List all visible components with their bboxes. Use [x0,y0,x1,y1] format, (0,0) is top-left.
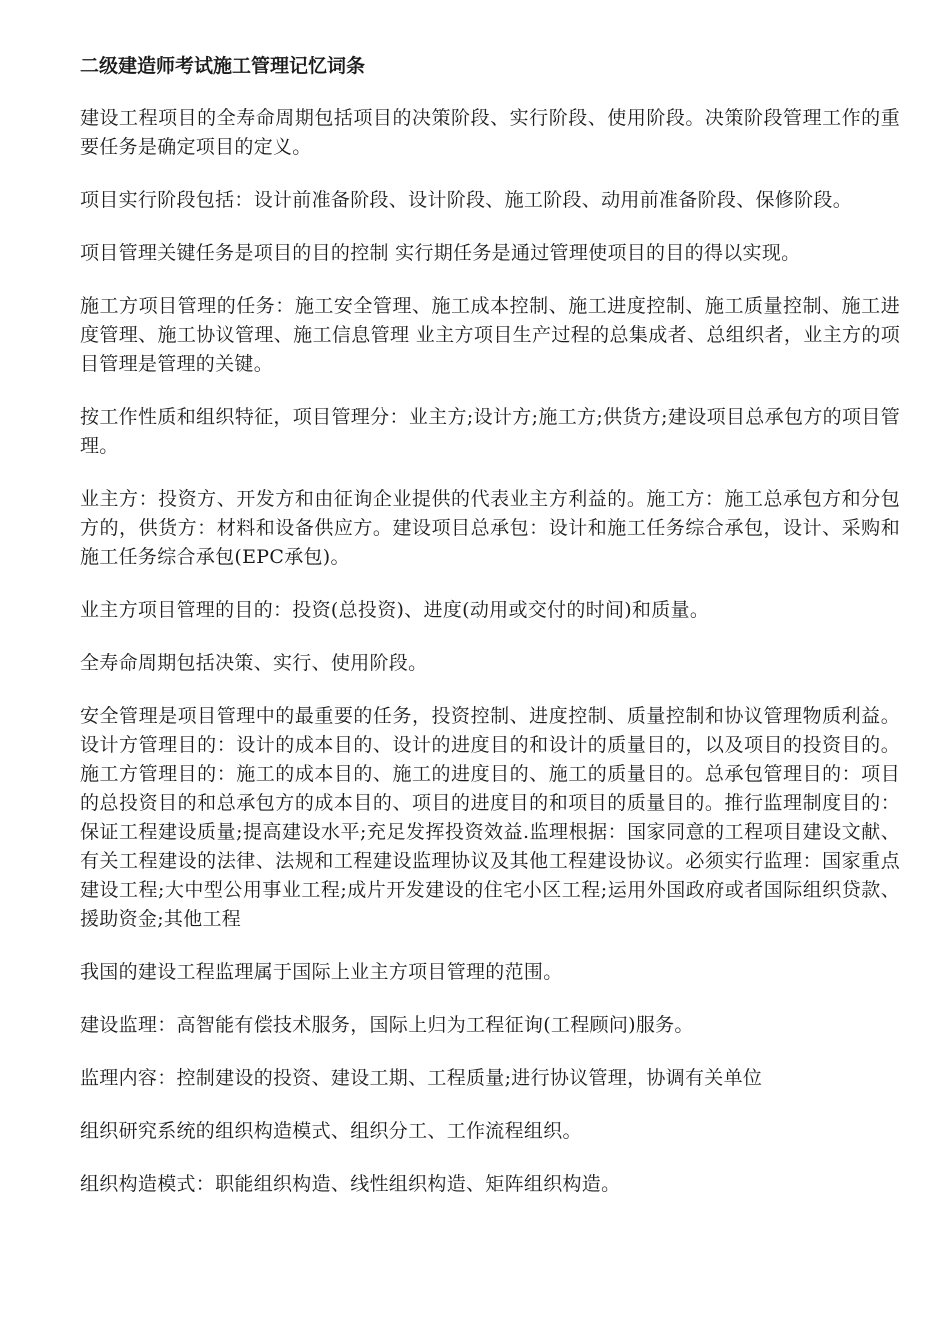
paragraph-owner-objectives: 业主方项目管理的目的：投资(总投资)、进度(动用或交付的时间)和质量。 [80,599,710,621]
paragraph-supervision-scope: 我国的建设工程监理属于国际上业主方项目管理的范围。 [80,961,563,983]
paragraph-supervision-service: 建设监理：高智能有偿技术服务，国际上归为工程征询(工程顾问)服务。 [80,1014,694,1036]
paragraph-key-task: 项目管理关键任务是项目的目的控制 实行期任务是通过管理使项目的目的得以实现。 [80,242,801,264]
paragraph-management-types: 按工作性质和组织特征，项目管理分：业主方;设计方;施工方;供货方;建设项目总承包方的项目管理。 [80,406,900,457]
paragraph-organization-study: 组织研究系统的组织构造模式、组织分工、工作流程组织。 [80,1120,582,1142]
paragraph-lifecycle: 建设工程项目的全寿命周期包括项目的决策阶段、实行阶段、使用阶段。决策阶段管理工作的重要任务是确定项目的定义。 [80,107,900,158]
paragraph-parties: 业主方：投资方、开发方和由征询企业提供的代表业主方利益的。施工方：施工总承包方和分包方的，供货方：材料和设备供应方。建设项目总承包：设计和施工任务综合承包，设计、采购和施工任务综合承包(EPC承包)。 [80,488,900,568]
paragraph-implementation-stages: 项目实行阶段包括：设计前准备阶段、设计阶段、施工阶段、动用前准备阶段、保修阶段。 [80,189,853,211]
document-title: 二级建造师考试施工管理记忆词条 [80,55,366,77]
paragraph-full-lifecycle: 全寿命周期包括决策、实行、使用阶段。 [80,652,428,674]
paragraph-construction-tasks: 施工方项目管理的任务：施工安全管理、施工成本控制、施工进度控制、施工质量控制、施工进度管理、施工协议管理、施工信息管理 业主方项目生产过程的总集成者、总组织者，业主方的项目管理是管理的关键。 [80,295,900,375]
paragraph-supervision-content: 监理内容：控制建设的投资、建设工期、工程质量;进行协议管理，协调有关单位 [80,1067,763,1089]
document-page [80,52,900,1223]
paragraph-organization-structures: 组织构造模式：职能组织构造、线性组织构造、矩阵组织构造。 [80,1173,621,1195]
paragraph-safety-management: 安全管理是项目管理中的最重要的任务，投资控制、进度控制、质量控制和协议管理物质利益。设计方管理目的：设计的成本目的、设计的进度目的和设计的质量目的，以及项目的投资目的。施工方管理目的：施工的成本目的、施工的进度目的、施工的质量目的。总承包管理目的：项目的总投资目的和总承包方的成本目的、项目的进度目的和项目的质量目的。推行监理制度目的：保证工程建设质量;提高建设水平;充足发挥投资效益.监理根据：国家同意的工程项目建设文献、有关工程建设的法律、法规和工程建设监理协议及其他工程建设协议。必须实行监理：国家重点建设工程;大中型公用事业工程;成片开发建设的住宅小区工程;运用外国政府或者国际组织贷款、援助资金;其他工程 [80,705,900,930]
